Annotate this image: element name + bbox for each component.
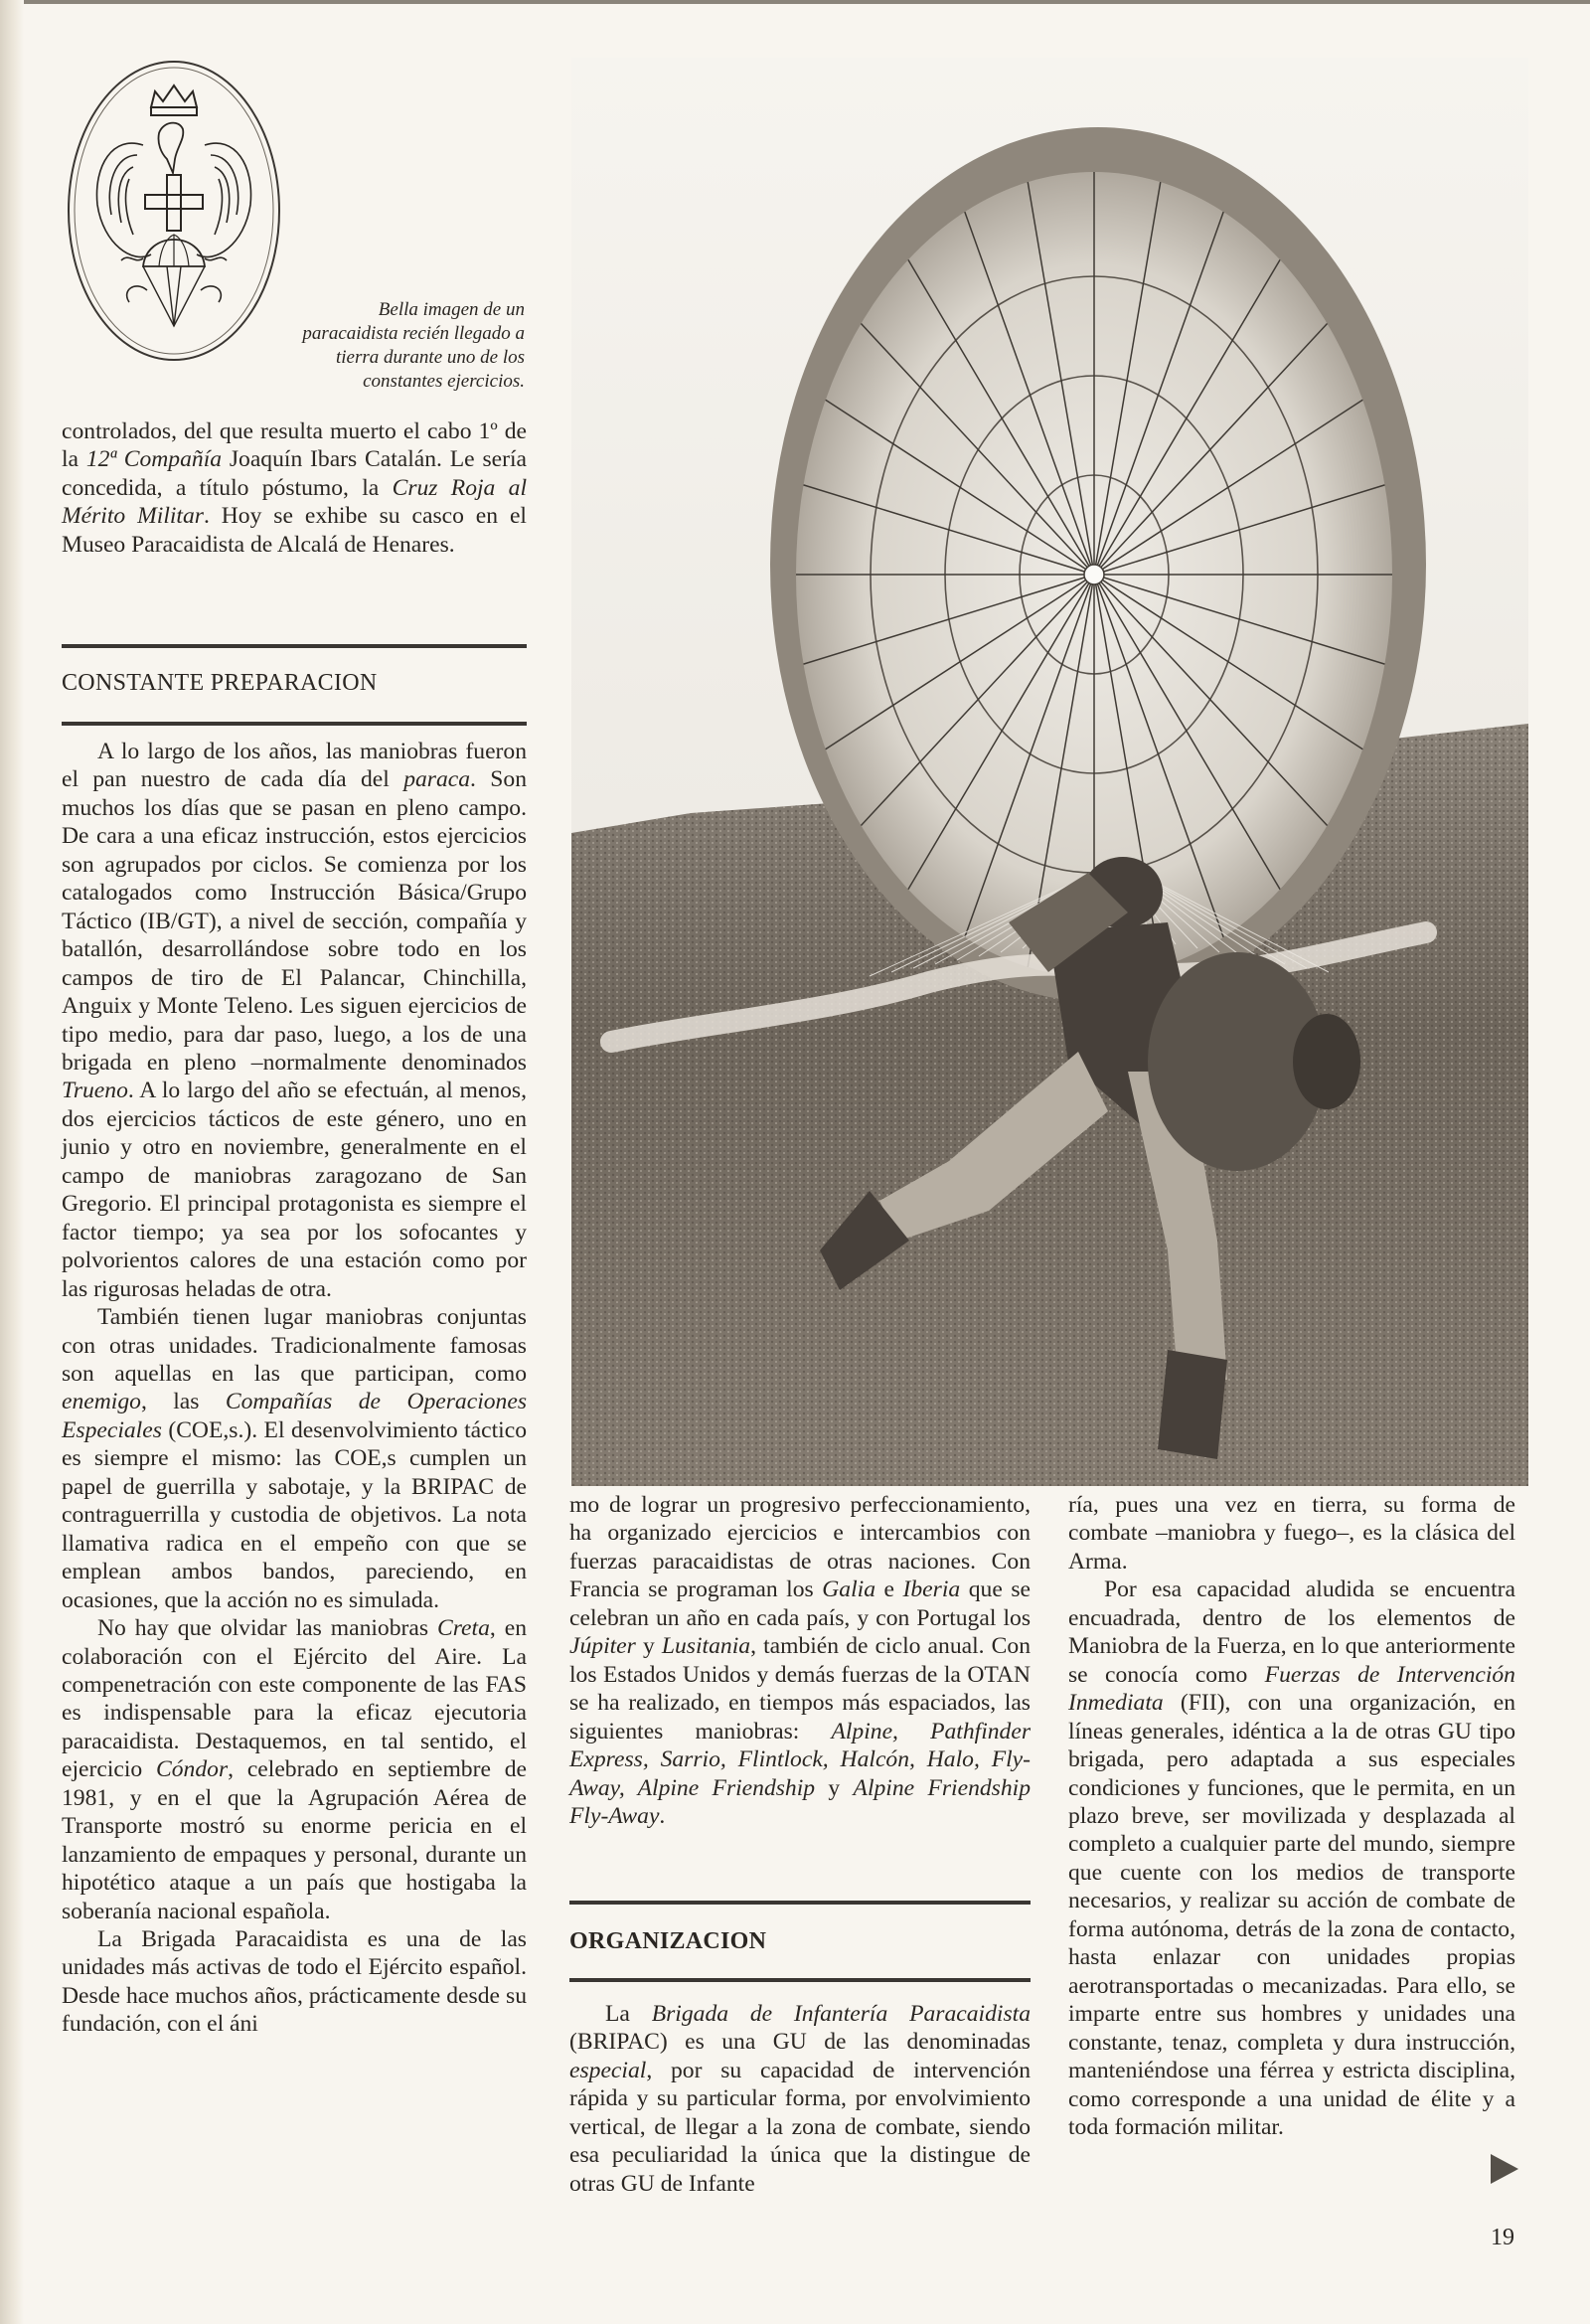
body-paragraph (1068, 1576, 1515, 2141)
body-paragraph (569, 2000, 1031, 2198)
page-number: 19 (1491, 2225, 1514, 2250)
column-3-body (1068, 1491, 1515, 2141)
italic-run: especial (569, 2057, 647, 2083)
text-run: . (659, 1802, 666, 1829)
text-run: No hay que olvidar las maniobras (97, 1615, 437, 1642)
text-run: ría, pues una vez en tierra, su forma de combate –maniobra y fuego–, es la clásica del Arma. (1068, 1492, 1515, 1575)
text-run: , también de ciclo anual. Con los Estados Unidos y demás fuerzas de la OTAN se ha realizado, en tiempos más espaciados, las siguientes maniobras: (569, 1633, 1031, 1744)
italic-run: Trueno (62, 1078, 128, 1104)
italic-run: Creta (437, 1615, 490, 1642)
italic-run: Cruz Roja al Mérito Militar (62, 474, 528, 530)
text-run: y (635, 1633, 662, 1660)
italic-run: Alpine, Pathfinder Express, Sarrio, Flintlock, Halcón, Halo, Fly-Away, Alpine Friendship (569, 1718, 1032, 1801)
section-heading: ORGANIZACION (569, 1928, 767, 1954)
text-run: , las (140, 1389, 226, 1415)
body-paragraph (62, 1303, 527, 1614)
italic-run: Alpine Friendship Fly-Away (569, 1774, 1031, 1829)
text-run: , celebrado en septiembre de 1981, y en el que la Agrupación Aérea de Transporte mostró su enorme pericia en el lanzamiento de empaques y personal, durante un hipotético ataque a un país que hostigaba la soberanía nacional española. (62, 1756, 527, 1924)
caption-line: constantes ejercicios. (363, 371, 525, 392)
text-run: mo de lograr un progresivo perfeccionamiento, ha organizado ejercicios e intercambios con fuerzas paracaidistas de otras naciones. Con Francia se programan los (569, 1492, 1031, 1603)
text-run: También tienen lugar maniobras conjuntas con otras unidades. Tradicionalmente famosas son aquellas en las que participan, como (62, 1304, 527, 1387)
text-run: (FII), con una organización, en líneas generales, idéntica a la de otras GU tipo brigada, pero adaptada a sus especiales condiciones y funciones, que le permita, en un plazo breve, ser movilizada y desplazada al completo a cualquier parte del mundo, siempre que cuente con los medios de transporte necesarios, y realizar su acción de combate de forma autónoma, detrás de la zona de contacto, hasta enlazar con unidades propias aerotransportadas o mecanizadas. Para ello, se imparte entre sus hombres y unidades una constante, tenaz, completa y dura instrucción, manteniéndose una férrea y estricta disciplina, como corresponde a una unidad de élite y a toda formación militar. (1068, 1690, 1515, 2140)
section-rule (569, 1901, 1031, 1905)
text-run: e (875, 1577, 903, 1603)
body-paragraph (569, 1491, 1031, 1830)
text-run: que se celebran un año en cada país, y con Portugal los (569, 1577, 1031, 1631)
text-run: , en colaboración con el Ejército del Aire. La compenetración con este componente de las FAS es indispensable para la eficaz ejecutoria paracaidista. Destaquemos, en tal sentido, el ejercicio (62, 1615, 527, 1783)
italic-run: Compañías de Operaciones Especiales (62, 1389, 527, 1443)
text-run: controlados, del que resulta muerto el cabo 1º de la (62, 418, 527, 473)
text-run: . A lo largo del año se efectuán, al menos, dos ejercicios tácticos de este género, uno en junio y otro en noviembre, generalmente en el campo de maniobras zaragozano de San Gregorio. El principal protagonista es siempre el factor tiempo; ya sea por los sofocantes y polvorientos calores de una estación como por las rigurosas heladas de otra. (62, 1078, 527, 1302)
italic-run: Brigada de Infantería Paracaidista (651, 2001, 1031, 2027)
italic-run: 12ª Compañía (85, 446, 223, 473)
italic-run: enemigo (62, 1389, 141, 1415)
column-1-intro (62, 417, 527, 559)
italic-run: Cóndor (156, 1756, 229, 1783)
binding-shadow (0, 0, 24, 2324)
text-run: Por esa capacidad aludida se encuentra encuadrada, dentro de los elementos de Maniobra de la Fuerza, en lo que anteriormente se conocía como (1068, 1577, 1515, 1688)
body-paragraph (62, 738, 527, 1303)
intro-paragraph (62, 417, 527, 559)
body-paragraph (62, 1925, 527, 2039)
column-1-body (62, 738, 527, 2039)
body-paragraph (62, 1614, 527, 1925)
italic-run: Júpiter (569, 1633, 636, 1660)
text-run: La (605, 2001, 652, 2027)
column-2-body (569, 1491, 1031, 1830)
italic-run: Fuerzas de Intervención Inmediata (1068, 1661, 1515, 1717)
body-paragraph (1068, 1491, 1515, 1576)
column-2-organizacion (569, 2000, 1031, 2198)
section-rule (62, 644, 527, 648)
section-rule (569, 1978, 1031, 1982)
continue-arrow-icon (1491, 2154, 1518, 2184)
italic-run: Galia (822, 1577, 875, 1603)
section-rule (62, 722, 527, 726)
italic-run: Iberia (902, 1577, 961, 1603)
text-run: . Hoy se exhibe su casco en el Museo Paracaidista de Alcalá de Henares. (62, 503, 527, 558)
photo-caption (248, 298, 525, 394)
caption-line: tierra durante uno de los (336, 347, 525, 368)
caption-line: paracaidista recién llegado a (302, 323, 525, 344)
text-run: Joaquín Ibars Catalán. Le sería concedida, a título póstumo, la (62, 446, 527, 501)
text-run: (BRIPAC) es una GU de las denominadas (569, 2029, 1031, 2056)
text-run: A lo largo de los años, las maniobras fueron el pan nuestro de cada día del (62, 739, 527, 793)
section-heading: CONSTANTE PREPARACION (62, 670, 378, 696)
text-run: . Son muchos los días que se pasan en pleno campo. De cara a una eficaz instrucción, estos ejercicios son agrupados por ciclos. Se comienza por los catalogados como Instrucción Básica/Grupo Táctico (IB/GT), a nivel de sección, compañía y batallón, desarrollándose sobre todo en los campos de tiro de El Palancar, Chinchilla, Anguix y Monte Teleno. Les siguen ejercicios de tipo medio, para dar paso, luego, a los de una brigada en pleno –normalmente denominados (62, 766, 528, 1076)
text-run: , por su capacidad de intervención rápida y su particular forma, por envolvimiento vertical, de llegar a la zona de combate, siendo esa peculiaridad la única que la distingue de otras GU de Infante (569, 2057, 1031, 2197)
scan-top-edge (0, 0, 1590, 4)
italic-run: Lusitania (661, 1633, 751, 1660)
italic-run: paraca (403, 766, 471, 793)
caption-line: Bella imagen de un (378, 299, 525, 320)
text-run: La Brigada Paracaidista es una de las unidades más activas de todo el Ejército español. Desde hace muchos años, prácticamente desde su fundación, con el áni (62, 1926, 527, 2038)
text-run: (COE,s.). El desenvolvimiento táctico es siempre el mismo: las COE,s cumplen un papel de guerrilla y sabotaje, y la BRIPAC de contraguerrilla y custodia de objetivos. La nota llamativa radica en el empeño con que se emplean ambos bandos, pareciendo, en ocasiones, que la acción no es simulada. (62, 1416, 527, 1613)
parachute-landing-photo (571, 58, 1528, 1486)
text-run: y (815, 1774, 854, 1801)
